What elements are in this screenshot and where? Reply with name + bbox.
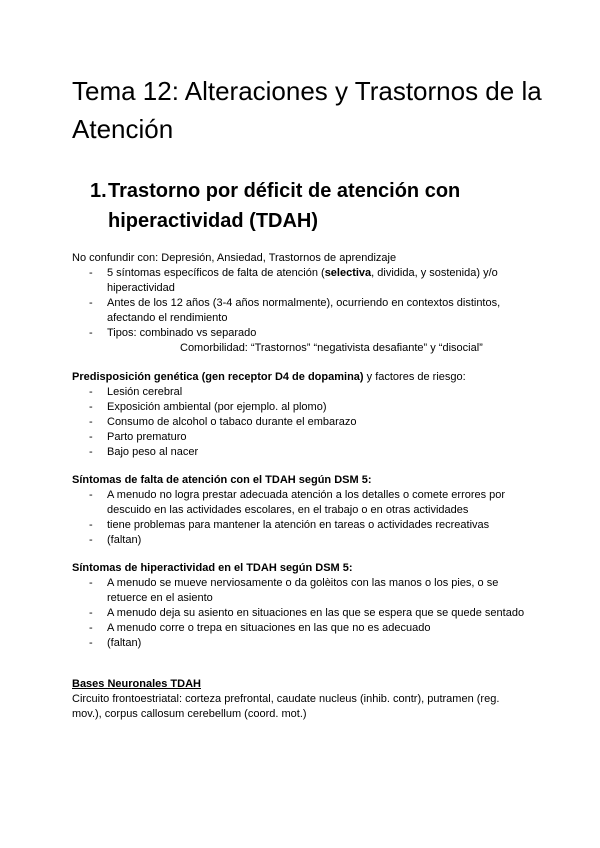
list-item — [72, 266, 532, 296]
list-item: - (faltan) — [72, 533, 532, 548]
item-text: 5 síntomas específicos de falta de atención ( — [107, 267, 325, 279]
comorbidity-line: Comorbilidad: “Trastornos” “negativista desafiante” y “disocial” — [180, 342, 483, 354]
hyperactivity-block — [72, 561, 532, 651]
list-item: - A menudo no logra prestar adecuada atención a los detalles o comete errores por descuido en las actividades escolares, en el trabajo o en otras actividades — [72, 488, 532, 518]
list-item: - Exposición ambiental (por ejemplo. al plomo) — [72, 400, 532, 415]
predisposition-heading — [72, 370, 532, 385]
predisposition-block — [72, 370, 532, 460]
predisposition-list — [72, 385, 532, 460]
list-item: - A menudo corre o trepa en situaciones en las que no es adecuado — [72, 621, 532, 636]
list-item: - (faltan) — [72, 636, 532, 651]
section-heading — [90, 176, 520, 236]
list-item: - Antes de los 12 años (3-4 años normalmente), ocurriendo en contextos distintos, afectando el rendimiento — [72, 296, 532, 326]
list-item: - A menudo se mueve nerviosamente o da golèitos con las manos o los pies, o se retuerce en el asiento — [72, 576, 532, 606]
neural-heading: Bases Neuronales TDAH — [72, 678, 201, 690]
list-item: - Tipos: combinado vs separado — [72, 326, 532, 341]
item-text: , dividida, y sostenida) y/o hiperactividad — [107, 267, 498, 294]
section-title: Trastorno por déficit de atención con hiperactividad (TDAH) — [108, 180, 461, 232]
intro-list — [72, 266, 532, 341]
hyperactivity-list — [72, 576, 532, 651]
inattention-block — [72, 473, 532, 548]
section-number: 1. — [90, 180, 107, 202]
list-item: - Parto prematuro — [72, 430, 532, 445]
heading-bold: Predisposición genética (gen receptor D4 de dopamina) — [72, 371, 364, 383]
list-item: - A menudo deja su asiento en situaciones en las que se espera que se quede sentado — [72, 606, 532, 621]
intro-line: No confundir con: Depresión, Ansiedad, Trastornos de aprendizaje — [72, 252, 397, 264]
list-item: - Bajo peso al nacer — [72, 445, 532, 460]
heading-rest: y factores de riesgo: — [363, 371, 466, 383]
inattention-heading: Síntomas de falta de atención con el TDAH según DSM 5: — [72, 474, 372, 486]
neural-block — [72, 677, 532, 722]
list-item: - Consumo de alcohol o tabaco durante el embarazo — [72, 415, 532, 430]
hyperactivity-heading: Síntomas de hiperactividad en el TDAH según DSM 5: — [72, 562, 353, 574]
list-item: - tiene problemas para mantener la atención en tareas o actividades recreativas — [72, 518, 532, 533]
inattention-list — [72, 488, 532, 548]
item-bold-text: selectiva — [324, 267, 372, 279]
intro-block — [72, 251, 532, 356]
neural-text: Circuito frontoestriatal: corteza prefrontal, caudate nucleus (inhib. contr), putramen (reg. mov.), corpus callosum cerebellum (coord. mot.) — [72, 693, 500, 720]
page-title: Tema 12: Alteraciones y Trastornos de la Atención — [72, 76, 542, 144]
list-item: - Lesión cerebral — [72, 385, 532, 400]
